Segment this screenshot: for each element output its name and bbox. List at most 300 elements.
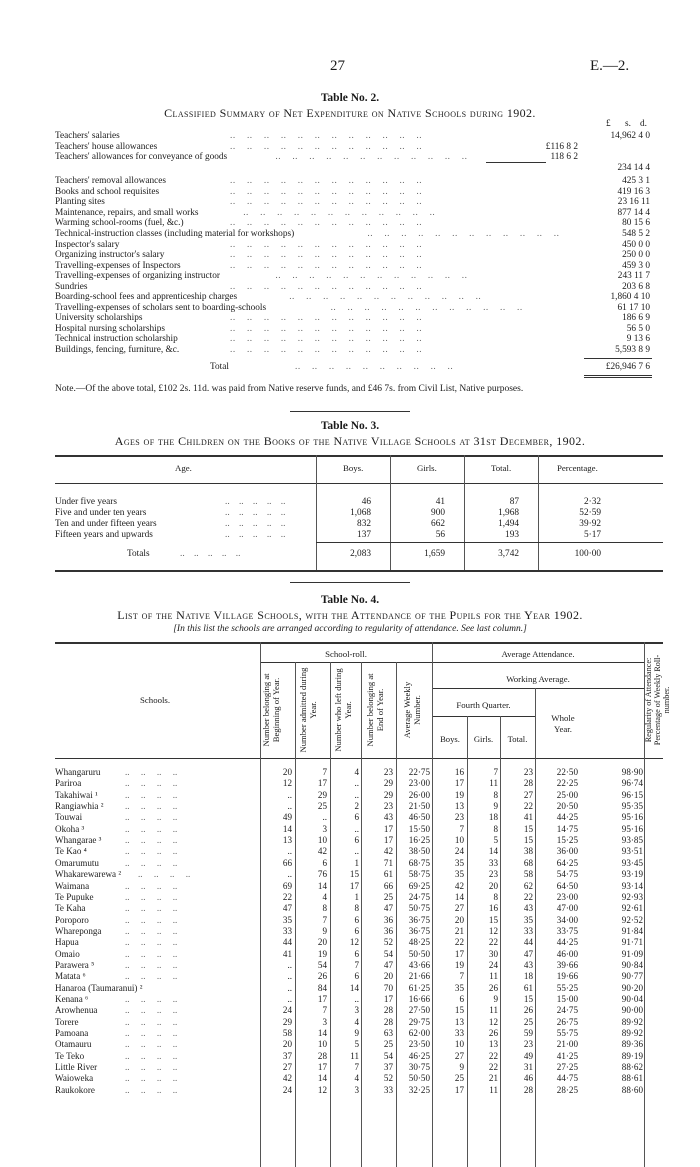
school-end: 36: [383, 914, 393, 925]
school-admitted: 54: [317, 959, 327, 970]
school-end: 52: [383, 1073, 393, 1084]
leader-dots: .. .. .. ..: [125, 767, 178, 777]
school-girls: 20: [488, 880, 498, 891]
school-boys: 17: [454, 778, 464, 789]
school-total: 35: [523, 914, 533, 925]
leader-dots: .. .. .. .. .. .. .. .. .. .. .. ..: [230, 131, 423, 141]
expenditure-row: [55, 250, 650, 261]
school-admitted: 12: [317, 1084, 327, 1095]
school-left: 8: [354, 903, 359, 914]
section-divider: [290, 411, 410, 412]
school-admitted: 26: [317, 971, 327, 982]
school-name: Otamauru: [55, 1039, 92, 1050]
school-whole: 26·75: [556, 1016, 578, 1027]
leader-dots: .. .. .. .. ..: [225, 530, 286, 540]
school-weekly: 62·00: [408, 1028, 430, 1039]
school-weekly: 29·75: [408, 1016, 430, 1027]
school-weekly: 43·66: [408, 959, 430, 970]
header-boys: Boys.: [440, 734, 460, 744]
school-row: [55, 949, 663, 960]
age-row: [55, 519, 663, 530]
expenditure-amount: 186 6 9: [622, 313, 650, 324]
leader-dots: .. .. .. .. ..: [225, 508, 286, 518]
school-name: Whareponga: [55, 925, 102, 936]
school-begin: 41: [282, 948, 292, 959]
school-admitted: 29: [317, 789, 327, 800]
school-boys: 27: [454, 1050, 464, 1061]
school-whole: 15·25: [556, 835, 578, 846]
school-begin: ..: [287, 801, 292, 812]
school-row: [55, 767, 663, 778]
school-reg: 89·36: [621, 1039, 643, 1050]
school-girls: 22: [488, 1062, 498, 1073]
school-total: 28: [523, 778, 533, 789]
school-reg: 89·19: [621, 1050, 643, 1061]
school-boys: 10: [454, 835, 464, 846]
school-total: 25: [523, 1016, 533, 1027]
school-end: 54: [383, 1050, 393, 1061]
school-name: Touwai: [55, 812, 83, 823]
school-begin: 47: [282, 903, 292, 914]
school-weekly: 21·50: [408, 801, 430, 812]
school-girls: 11: [489, 1005, 498, 1016]
table3-caption: Ages of the Children on the Books of the Native Village Schools at 31st December, 1902.: [114, 434, 586, 448]
school-whole: 41·25: [556, 1050, 578, 1061]
school-row: [55, 790, 663, 801]
school-admitted: 4: [322, 891, 327, 902]
avg-attendance-rule: [432, 662, 644, 663]
age-pct: 5·17: [583, 530, 601, 540]
header-admitted: Number admitted during Year.: [298, 667, 318, 753]
school-reg: 98·90: [621, 767, 643, 777]
header-fourth-quarter: Fourth Quarter.: [456, 700, 511, 710]
school-left: ..: [354, 778, 359, 789]
school-end: 63: [383, 1028, 393, 1039]
school-admitted: 20: [317, 937, 327, 948]
school-whole: 46·00: [556, 948, 578, 959]
expenditure-label: Organizing instructor's salary: [55, 250, 165, 261]
school-girls: 33: [488, 857, 498, 868]
age-total: 87: [509, 497, 519, 507]
school-girls: 11: [489, 778, 498, 789]
school-girls: 7: [493, 767, 498, 777]
school-reg: 96·74: [621, 778, 643, 789]
age-pct: 2·32: [583, 497, 601, 507]
school-row: [55, 801, 663, 812]
school-reg: 95·16: [621, 812, 643, 823]
col-percentage: Percentage.: [557, 463, 598, 473]
age-girls: 56: [435, 530, 445, 540]
expenditure-row: [55, 142, 650, 153]
total-amount: £26,946 7 6: [605, 362, 650, 372]
school-girls: 26: [488, 1028, 498, 1039]
school-girls: 18: [488, 812, 498, 823]
pence-header: d.: [640, 119, 647, 129]
expenditure-label: Boarding-school fees and apprenticeship charges: [55, 292, 238, 303]
header-schools: Schools.: [140, 695, 171, 705]
school-begin: ..: [287, 982, 292, 993]
school-girls: 30: [488, 948, 498, 959]
school-admitted: 17: [317, 994, 327, 1004]
school-row: [55, 835, 663, 846]
leader-dots: .. .. .. ..: [125, 1005, 178, 1016]
school-name: Pariroa: [55, 778, 82, 789]
school-begin: 13: [282, 835, 292, 846]
expenditure-label: Travelling-expenses of scholars sent to boarding-schools: [55, 302, 267, 313]
school-end: 43: [383, 812, 393, 823]
leader-dots: .. .. .. ..: [125, 846, 178, 857]
school-row: [55, 812, 663, 823]
school-girls: 12: [488, 1016, 498, 1027]
school-row: [55, 892, 663, 903]
school-begin: 24: [282, 1084, 292, 1095]
school-total: 59: [523, 1028, 533, 1039]
school-boys: 35: [454, 982, 464, 993]
school-weekly: 69·25: [408, 880, 430, 891]
school-left: 5: [354, 1039, 359, 1050]
expenditure-label: Warming school-rooms (fuel, &c.): [55, 218, 184, 229]
school-boys: 7: [459, 971, 464, 982]
school-admitted: 10: [317, 1039, 327, 1050]
leader-dots: .. .. .. ..: [125, 925, 178, 936]
school-whole: 55·75: [556, 1028, 578, 1039]
leader-dots: .. .. .. ..: [125, 1073, 178, 1084]
school-girls: 15: [488, 914, 498, 925]
school-left: 4: [354, 1073, 359, 1084]
school-whole: 14·75: [556, 823, 578, 834]
school-boys: 13: [454, 1016, 464, 1027]
school-weekly: 50·50: [408, 1073, 430, 1084]
leader-dots: .. .. .. .. .. .. .. .. .. .. .. ..: [230, 176, 423, 187]
school-row: [55, 983, 663, 994]
school-name: Pamoana: [55, 1028, 89, 1039]
school-begin: 14: [282, 823, 292, 834]
leader-dots: .. .. .. ..: [125, 1016, 178, 1027]
expenditure-amount: 234 14 4: [617, 162, 650, 173]
expenditure-subamount: 118 6 2: [550, 152, 578, 163]
school-whole: 64·50: [556, 880, 578, 891]
header-weekly: Average Weekly Number.: [402, 681, 422, 739]
school-reg: 96·15: [621, 789, 643, 800]
leader-dots: .. .. .. .. .. .. .. .. .. .. .. ..: [243, 207, 436, 218]
expenditure-amount: 877 14 4: [617, 207, 650, 218]
school-girls: 14: [488, 846, 498, 857]
header-total: Total.: [507, 734, 528, 744]
school-left: 6: [354, 835, 359, 846]
school-end: 25: [383, 891, 393, 902]
school-name: Arowhenua: [55, 1005, 98, 1016]
expenditure-row: [55, 176, 650, 187]
school-admitted: 17: [317, 1062, 327, 1073]
expenditure-amount: 459 3 0: [622, 260, 650, 271]
school-end: 36: [383, 925, 393, 936]
leader-dots: .. .. .. .. ..: [225, 497, 286, 507]
school-admitted: 19: [317, 948, 327, 959]
school-reg: 88·60: [621, 1084, 643, 1095]
table3-header-rule: [55, 483, 663, 484]
school-reg: 91·71: [621, 937, 643, 948]
leader-dots: .. .. .. ..: [125, 1050, 178, 1061]
age-total: 193: [505, 530, 519, 540]
expenditure-label: Travelling-expenses of organizing instructor: [55, 271, 220, 282]
age-boys: 137: [357, 530, 371, 540]
expenditure-row: [55, 240, 650, 251]
school-total: 22: [523, 801, 533, 812]
school-name: Torere: [55, 1016, 79, 1027]
school-girls: 11: [489, 971, 498, 982]
school-begin: 69: [282, 880, 292, 891]
leader-dots: .. .. .. ..: [125, 948, 178, 959]
leader-dots: .. .. .. ..: [125, 835, 178, 846]
school-left: 11: [350, 1050, 359, 1061]
expenditure-row: [55, 187, 650, 198]
school-reg: 89·92: [621, 1028, 643, 1039]
leader-dots: .. .. .. ..: [125, 789, 178, 800]
shillings-header: s.: [625, 119, 631, 129]
school-end: 47: [383, 903, 393, 914]
expenditure-row: [55, 218, 650, 229]
school-weekly: 46·25: [408, 1050, 430, 1061]
expenditure-amount: 23 16 11: [617, 197, 650, 208]
working-avg-rule: [432, 688, 644, 689]
school-whole: 44·25: [556, 937, 578, 948]
expenditure-label: Buildings, fencing, furniture, &c.: [55, 345, 180, 355]
school-total: 46: [523, 1073, 533, 1084]
school-reg: 90·00: [621, 1005, 643, 1016]
school-begin: 27: [282, 1062, 292, 1073]
table2-caption: Classified Summary of Net Expenditure on Native Schools during 1902.: [164, 106, 536, 120]
school-total: 62: [523, 880, 533, 891]
totals-pct: 100·00: [574, 549, 601, 559]
school-boys: 22: [454, 937, 464, 948]
leader-dots: .. .. .. ..: [125, 1039, 178, 1050]
expenditure-amount: 80 15 6: [622, 218, 650, 229]
expenditure-amount: 419 16 3: [617, 186, 650, 197]
school-reg: 90·77: [621, 971, 643, 982]
age-total: 1,968: [498, 508, 519, 518]
school-girls: 5: [493, 835, 498, 846]
school-total: 22: [523, 891, 533, 902]
leader-dots: .. .. .. .. .. .. .. .. .. .. .. ..: [230, 141, 423, 152]
school-left: 6: [354, 971, 359, 982]
school-end: 17: [383, 823, 393, 834]
school-end: 20: [383, 971, 393, 982]
header-begin: Number belonging at Beginning of Year.: [261, 673, 281, 747]
school-begin: 24: [282, 1005, 292, 1016]
col-boys: Boys.: [343, 463, 364, 473]
leader-dots: .. .. .. .. .. .. .. .. .. .. .. ..: [289, 292, 482, 303]
leader-dots: .. .. .. ..: [125, 914, 178, 925]
expenditure-label: Inspector's salary: [55, 239, 120, 250]
leader-dots: .. .. .. .. .. .. .. .. .. .. .. ..: [230, 345, 423, 355]
school-weekly: 48·25: [408, 937, 430, 948]
school-weekly: 36·75: [408, 925, 430, 936]
table4-title: Table No. 4.: [320, 594, 380, 606]
school-boys: 19: [454, 959, 464, 970]
school-left: 6: [354, 812, 359, 823]
school-end: 61: [383, 869, 393, 880]
header-avg-attendance: Average Attendance.: [501, 649, 575, 659]
school-whole: 28·25: [556, 1084, 578, 1095]
school-left: ..: [354, 823, 359, 834]
table2-double-rule: [584, 375, 652, 378]
school-total: 61: [523, 982, 533, 993]
table2-total-row: [55, 362, 650, 373]
leader-dots: .. .. .. ..: [125, 903, 178, 914]
expenditure-amount: 9 13 6: [626, 334, 650, 345]
school-row: [55, 824, 663, 835]
school-admitted: 9: [322, 925, 327, 936]
school-name: Little River: [55, 1062, 98, 1073]
school-end: 47: [383, 959, 393, 970]
school-row: [55, 846, 663, 857]
expenditure-row: [55, 229, 650, 240]
col-total: Total.: [491, 463, 512, 473]
age-label: Under five years: [55, 497, 117, 507]
totals-girls: 1,659: [424, 549, 445, 559]
leader-dots: .. .. .. .. .. .. .. .. .. .. .. ..: [230, 239, 423, 250]
school-name: Rangiawhia ²: [55, 801, 104, 812]
school-admitted: 8: [322, 903, 327, 914]
school-end: 29: [383, 778, 393, 789]
school-reg: 91·84: [621, 925, 643, 936]
school-weekly: 24·75: [408, 891, 430, 902]
school-name: Whakarewarewa ²: [55, 869, 122, 880]
expenditure-row: [55, 163, 650, 174]
school-weekly: 36·75: [408, 914, 430, 925]
expenditure-label: Sundries: [55, 281, 88, 292]
leader-dots: .. .. .. ..: [125, 971, 178, 982]
school-weekly: 21·66: [408, 971, 430, 982]
leader-dots: .. .. .. .. .. .. .. .. .. .. .. ..: [230, 323, 423, 334]
school-begin: 44: [282, 937, 292, 948]
school-reg: 95·35: [621, 801, 643, 812]
school-row: [55, 858, 663, 869]
expenditure-label: Teachers' allowances for conveyance of goods: [55, 152, 228, 163]
leader-dots: .. .. .. .. .. .. .. .. .. .. .. ..: [230, 197, 423, 208]
school-weekly: 26·00: [408, 789, 430, 800]
school-admitted: 3: [322, 1016, 327, 1027]
leader-dots: .. .. .. ..: [125, 1084, 178, 1095]
school-boys: 23: [454, 812, 464, 823]
expenditure-amount: 5,593 8 9: [615, 345, 650, 355]
school-end: 37: [383, 1062, 393, 1073]
school-begin: 29: [282, 1016, 292, 1027]
school-name: Te Teko: [55, 1050, 85, 1061]
school-girls: 8: [493, 789, 498, 800]
expenditure-row: [55, 271, 650, 282]
school-girls: 11: [489, 1084, 498, 1095]
school-begin: 22: [282, 891, 292, 902]
school-whole: 25·00: [556, 789, 578, 800]
leader-dots: .. .. .. .. .. .. .. .. .. .. .. ..: [330, 302, 523, 313]
leader-dots: .. .. .. .. .. .. .. .. .. .. .. ..: [275, 271, 468, 282]
school-end: 66: [383, 880, 393, 891]
school-weekly: 58·75: [408, 869, 430, 880]
school-begin: ..: [287, 869, 292, 880]
school-name: Okoha ³: [55, 823, 85, 834]
school-reg: 95·16: [621, 823, 643, 834]
school-end: 28: [383, 1005, 393, 1016]
school-name: Takahiwai ¹: [55, 789, 98, 800]
school-left: 14: [349, 982, 359, 993]
school-left: 3: [354, 1084, 359, 1095]
school-total: 15: [523, 835, 533, 846]
table4-header-bottom-rule: [55, 758, 663, 759]
school-reg: 89·92: [621, 1016, 643, 1027]
totals-label: Totals: [127, 549, 150, 559]
expenditure-label: Technical instruction scholarship: [55, 334, 178, 345]
school-whole: 23·00: [556, 891, 578, 902]
school-name: Whangaruru: [55, 767, 101, 777]
table3-subtotal-rule: [316, 542, 663, 543]
school-left: 6: [354, 948, 359, 959]
school-left: 2: [354, 801, 359, 812]
school-left: ..: [354, 994, 359, 1004]
school-girls: 23: [488, 869, 498, 880]
school-row: [55, 926, 663, 937]
school-row: [55, 1073, 663, 1084]
col-girls: Girls.: [417, 463, 437, 473]
school-weekly: 27·50: [408, 1005, 430, 1016]
expenditure-label: Maintenance, repairs, and small works: [55, 207, 199, 218]
school-reg: 93·85: [621, 835, 643, 846]
header-whole-year: Whole Year.: [551, 713, 575, 734]
school-begin: 35: [282, 914, 292, 925]
school-reg: 91·09: [621, 948, 643, 959]
school-row: [55, 1017, 663, 1028]
age-girls: 662: [431, 519, 445, 529]
school-weekly: 50·50: [408, 948, 430, 959]
school-girls: 9: [493, 994, 498, 1004]
school-whole: 22·25: [556, 778, 578, 789]
school-boys: 20: [454, 914, 464, 925]
school-left: 15: [349, 869, 359, 880]
school-boys: 21: [454, 925, 464, 936]
table4-top-rule: [55, 642, 663, 644]
age-pct: 39·92: [579, 519, 601, 529]
leader-dots: .. .. .. ..: [125, 801, 178, 812]
header-school-roll: School-roll.: [325, 649, 367, 659]
school-name: Te Kaha: [55, 903, 86, 914]
school-whole: 44·75: [556, 1073, 578, 1084]
school-girls: 21: [488, 1073, 498, 1084]
school-reg: 92·61: [621, 903, 643, 914]
age-row: [55, 508, 663, 519]
school-admitted: 84: [317, 982, 327, 993]
leader-dots: .. .. .. .. .. .. .. .. .. .. .. ..: [230, 250, 423, 261]
school-weekly: 23·50: [408, 1039, 430, 1050]
leader-dots: .. .. .. .. ..: [225, 519, 286, 529]
leader-dots: .. .. .. ..: [125, 891, 178, 902]
totals-total: 3,742: [498, 549, 519, 559]
school-girls: 12: [488, 925, 498, 936]
expenditure-row: [55, 261, 650, 272]
school-boys: 35: [454, 869, 464, 880]
expenditure-amount: 1,860 4 10: [610, 292, 650, 303]
school-weekly: 15·50: [408, 823, 430, 834]
school-begin: 42: [282, 1073, 292, 1084]
school-boys: 33: [454, 1028, 464, 1039]
expenditure-label: Teachers' house allowances: [55, 141, 158, 152]
school-boys: 42: [454, 880, 464, 891]
school-name: Te Kao ⁴: [55, 846, 87, 857]
school-total: 23: [523, 767, 533, 777]
school-end: 23: [383, 801, 393, 812]
expenditure-label: Technical-instruction classes (including material for workshops): [55, 228, 295, 239]
school-begin: 66: [282, 857, 292, 868]
school-reg: 88·61: [621, 1073, 643, 1084]
